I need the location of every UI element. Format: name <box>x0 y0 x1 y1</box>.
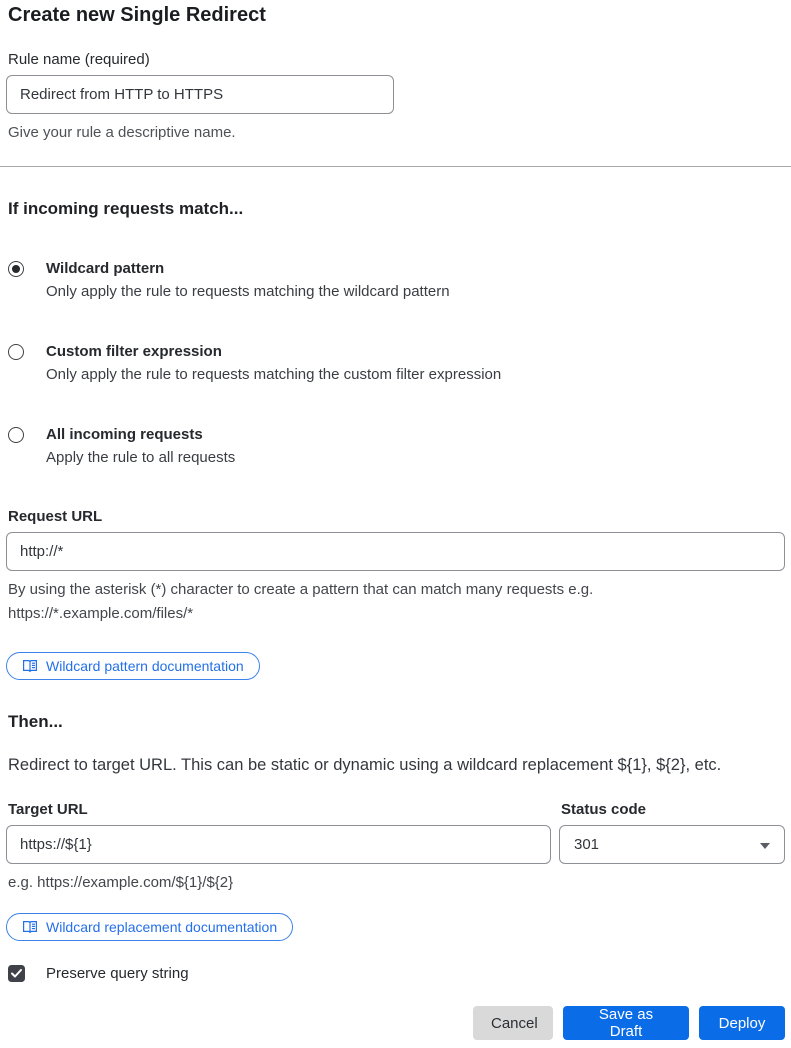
radio-icon[interactable] <box>8 261 24 277</box>
doc-button-label: Wildcard pattern documentation <box>46 658 244 674</box>
doc-button-label: Wildcard replacement documentation <box>46 919 278 935</box>
radio-description: Only apply the rule to requests matching the wildcard pattern <box>46 283 450 300</box>
status-code-label: Status code <box>561 801 647 818</box>
page-title: Create new Single Redirect <box>8 4 266 26</box>
book-icon <box>22 658 38 674</box>
radio-option-all-incoming-requests[interactable] <box>6 425 785 468</box>
target-url-input[interactable] <box>6 825 551 864</box>
preserve-query-string-row[interactable] <box>6 964 785 984</box>
match-options-group <box>6 259 785 468</box>
preserve-query-string-label: Preserve query string <box>46 965 189 982</box>
footer-actions <box>6 1006 785 1048</box>
radio-option-wildcard-pattern[interactable] <box>6 259 785 302</box>
radio-icon[interactable] <box>8 344 24 360</box>
deploy-button[interactable]: Deploy <box>699 1006 785 1040</box>
checkbox-checked-icon[interactable] <box>8 965 25 982</box>
wildcard-pattern-docs-button[interactable] <box>6 652 260 680</box>
then-description: Redirect to target URL. This can be static or dynamic using a wildcard replacement ${1}, ${2}, etc. <box>8 756 722 774</box>
radio-label: All incoming requests <box>46 426 203 443</box>
rule-name-helper: Give your rule a descriptive name. <box>8 124 236 141</box>
request-url-helper-line1: By using the asterisk (*) character to create a pattern that can match many requests e.g. <box>8 581 594 598</box>
match-section-heading: If incoming requests match... <box>8 199 244 218</box>
radio-description: Apply the rule to all requests <box>46 449 236 466</box>
section-divider <box>0 166 791 167</box>
status-code-value: 301 <box>574 836 600 853</box>
cancel-button[interactable]: Cancel <box>473 1006 553 1040</box>
chevron-down-icon <box>760 843 770 849</box>
rule-name-input[interactable] <box>6 75 394 114</box>
request-url-input[interactable] <box>6 532 785 571</box>
book-icon <box>22 919 38 935</box>
target-url-helper: e.g. https://example.com/${1}/${2} <box>8 874 234 891</box>
rule-name-label: Rule name (required) <box>8 51 150 68</box>
radio-description: Only apply the rule to requests matching the custom filter expression <box>46 366 502 383</box>
radio-option-custom-filter-expression[interactable] <box>6 342 785 385</box>
radio-icon[interactable] <box>8 427 24 443</box>
wildcard-replacement-docs-button[interactable] <box>6 913 293 941</box>
then-section-heading: Then... <box>8 712 63 731</box>
request-url-helper-line2: https://*.example.com/files/* <box>8 605 194 622</box>
target-url-label: Target URL <box>8 801 88 818</box>
save-as-draft-button[interactable]: Save as Draft <box>563 1006 689 1040</box>
status-code-select[interactable] <box>559 825 785 864</box>
radio-label: Wildcard pattern <box>46 260 165 277</box>
request-url-label: Request URL <box>8 508 103 525</box>
radio-label: Custom filter expression <box>46 343 222 360</box>
